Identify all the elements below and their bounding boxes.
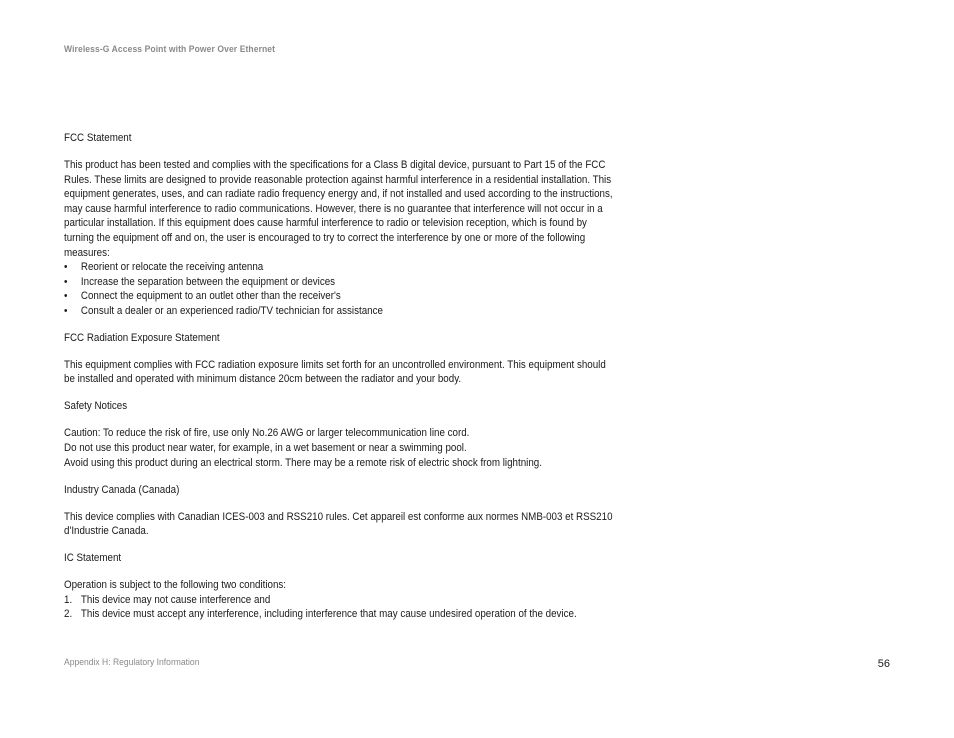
- list-item: [64, 593, 616, 608]
- radiation-body: This equipment complies with FCC radiation exposure limits set forth for an uncontrolled environment. This equipment should be installed and operated with minimum distance 20cm between the radiator and your body.: [64, 358, 606, 386]
- page-number: 56: [877, 658, 890, 670]
- list-item: [64, 275, 616, 290]
- list-number: 2.: [64, 608, 73, 621]
- list-item-text: Reorient or relocate the receiving antenna: [80, 261, 264, 274]
- list-item-text: This device must accept any interference, including interference that may cause undesired operation of the device.: [80, 608, 577, 621]
- safety-line: Avoid using this product during an electrical storm. There may be a remote risk of electric shock from lightning.: [64, 456, 542, 469]
- list-item-text: Consult a dealer or an experienced radio/TV technician for assistance: [80, 304, 383, 317]
- footer-section-label: Appendix H: Regulatory Information: [64, 657, 200, 668]
- canada-body: This device complies with Canadian ICES-003 and RSS210 rules. Cet appareil est conforme aux normes NMB-003 et RSS210 d'Industrie Canada.: [64, 510, 613, 538]
- ic-intro: Operation is subject to the following two conditions:: [64, 579, 287, 592]
- bullet: •: [64, 304, 68, 317]
- running-header: Wireless-G Access Point with Power Over Ethernet: [64, 44, 276, 55]
- safety-body: [64, 426, 616, 470]
- bullet: •: [64, 261, 68, 274]
- list-item: [64, 289, 616, 304]
- list-item-text: This device may not cause interference and: [80, 593, 271, 606]
- bullet: •: [64, 275, 68, 288]
- radiation-heading: FCC Radiation Exposure Statement: [64, 331, 220, 344]
- list-item: [64, 607, 616, 622]
- safety-line: Do not use this product near water, for example, in a wet basement or near a swimming pool.: [64, 442, 467, 455]
- fcc-measures-list: [64, 260, 616, 318]
- fcc-body: This product has been tested and complies with the specifications for a Class B digital device, pursuant to Part 15 of the FCC Rules. These limits are designed to provide reasonable protection against harmful interference in a residential installation. This equipment generates, uses, and can radiate radio frequency energy and, if not installed and used according to the instructions, may cause harmful interference to radio communications. However, there is no guarantee that interference will not occur in a particular installation. If this equipment does cause harmful interference to radio or television reception, which is found by turning the equipment off and on, the user is encouraged to try to correct the interference by one or more of the following measures:: [64, 158, 613, 259]
- ic-heading: IC Statement: [64, 552, 122, 565]
- safety-heading: Safety Notices: [64, 400, 128, 413]
- list-item-text: Increase the separation between the equipment or devices: [80, 275, 336, 288]
- list-item-text: Connect the equipment to an outlet other than the receiver's: [80, 290, 341, 303]
- list-item: [64, 304, 616, 319]
- list-item: [64, 260, 616, 275]
- bullet: •: [64, 290, 68, 303]
- list-number: 1.: [64, 593, 73, 606]
- page-content: [64, 131, 616, 622]
- safety-line: Caution: To reduce the risk of fire, use only No.26 AWG or larger telecommunication line cord.: [64, 427, 470, 440]
- ic-conditions-list: [64, 593, 616, 622]
- fcc-heading: FCC Statement: [64, 132, 132, 144]
- canada-heading: Industry Canada (Canada): [64, 483, 180, 496]
